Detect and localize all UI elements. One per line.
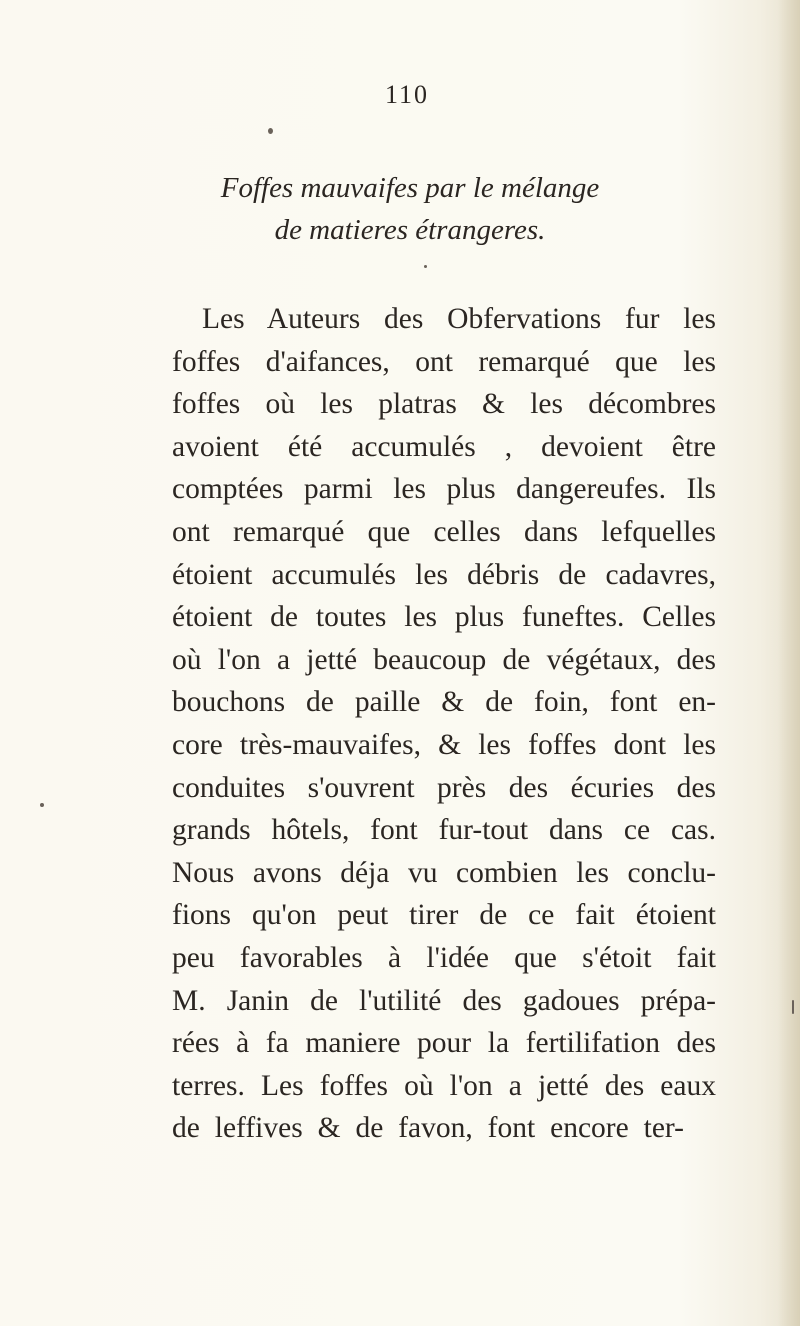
text-line: terres. Les foffes où l'on a jetté des eaux	[172, 1069, 716, 1102]
text-line: foffes d'aifances, ont remarqué que les	[172, 345, 716, 378]
text-line: de leffives & de favon, font encore ter-	[172, 1112, 684, 1145]
text-line: avoient été accumulés , devoient être	[172, 430, 716, 463]
ink-speck	[40, 803, 44, 807]
text-line: étoient de toutes les plus funeftes. Celles	[172, 601, 716, 634]
text-line: comptées parmi les plus dangereufes. Ils	[172, 473, 716, 506]
text-line: étoient accumulés les débris de cadavres,	[172, 558, 716, 591]
text-line: Les Auteurs des Obfervations fur les	[202, 303, 716, 335]
text-line: ont remarqué que celles dans lefquelles	[172, 515, 716, 548]
page-number: 110	[385, 80, 430, 109]
text-line: conduites s'ouvrent près des écuries des	[172, 771, 716, 804]
text-line: peu favorables à l'idée que s'étoit fait	[172, 941, 716, 974]
text-line: Nous avons déja vu combien les conclu-	[172, 856, 716, 889]
text-line: bouchons de paille & de foin, font en-	[172, 686, 716, 719]
page-edge-shadow	[778, 0, 800, 1326]
ink-speck	[268, 128, 273, 134]
section-heading-line-2: de matieres étrangeres.	[274, 214, 546, 246]
paragraph	[172, 298, 716, 1150]
ink-speck	[792, 1000, 794, 1014]
text-line: où l'on a jetté beaucoup de végétaux, des	[172, 643, 716, 676]
text-line: M. Janin de l'utilité des gadoues prépa-	[172, 984, 716, 1017]
section-heading-line-1: Foffes mauvaifes par le mélange	[220, 172, 600, 204]
text-line: foffes où les platras & les décombres	[172, 388, 716, 421]
text-line: core très-mauvaifes, & les foffes dont les	[172, 728, 716, 761]
text-line: fions qu'on peut tirer de ce fait étoient	[172, 899, 716, 932]
text-line: grands hôtels, font fur-tout dans ce cas.	[172, 814, 716, 847]
text-line: rées à fa maniere pour la fertilifation des	[172, 1027, 716, 1060]
ink-speck	[424, 265, 427, 268]
